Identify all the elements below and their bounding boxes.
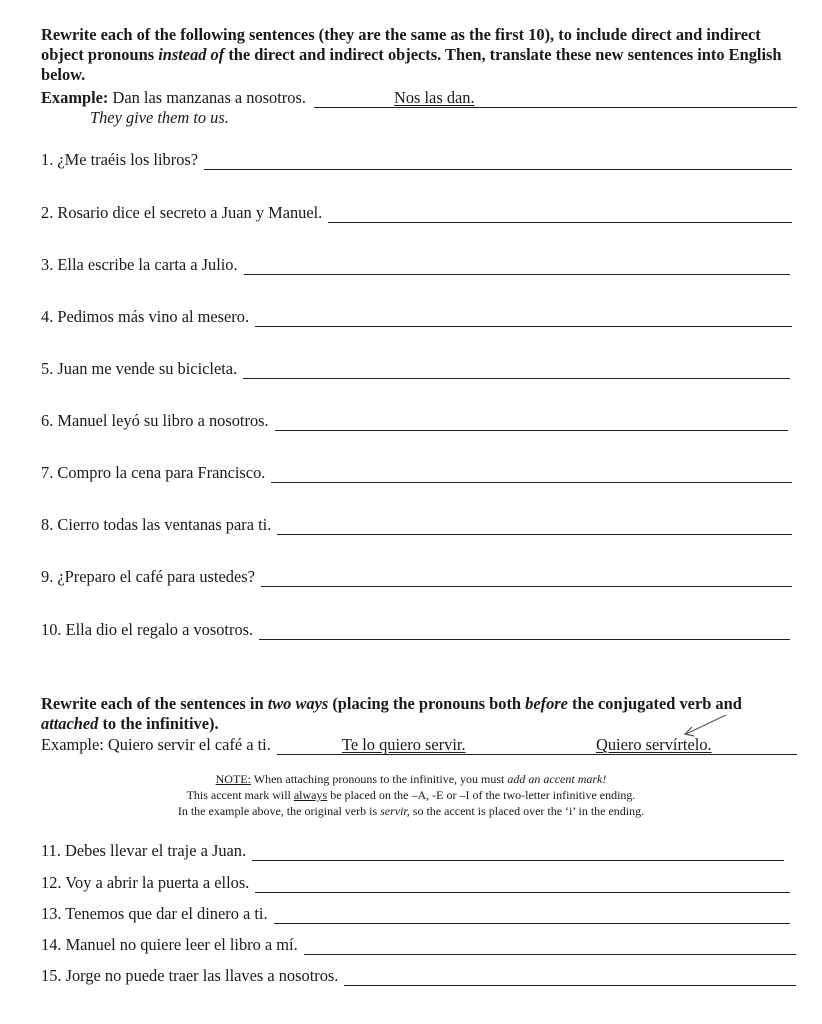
answer-line[interactable] [255,876,790,893]
part2-answer-2: Quiero servírtelo. [596,735,712,754]
note3-a: In the example above, the original verb is [177,804,381,818]
item-row-13[interactable] [41,904,790,924]
answer-line[interactable] [328,206,792,223]
answer-line[interactable] [274,907,790,924]
note3-b: so the accent is placed over the ‘i’ in the ending. [409,804,645,818]
part2-instr-c: the conjugated verb and [567,694,742,713]
answer-line[interactable] [204,153,792,170]
note-line-1 [0,771,822,787]
answer-line[interactable] [271,466,792,483]
item-text: 11. Debes llevar el traje a Juan. [41,841,247,860]
item-text: 12. Voy a abrir la puerta a ellos. [41,873,250,892]
part1-instr-em: instead of [158,45,225,64]
item-row-10[interactable] [41,620,790,640]
example-answer-line [314,91,797,108]
answer-line[interactable] [259,623,790,640]
item-text: 7. Compro la cena para Francisco. [41,463,266,482]
item-row-5[interactable] [41,359,790,379]
accent-arrow-icon [680,712,730,742]
example-sentence: Dan las manzanas a nosotros. [108,88,306,107]
item-row-4[interactable] [41,307,792,327]
answer-line[interactable] [275,414,788,431]
answer-line[interactable] [243,362,790,379]
part1-instr-b: the direct and indirect objects. Then, translate these new sentences into English below. [41,45,782,84]
item-row-6[interactable] [41,411,788,431]
part2-instr-em3: attached [41,714,99,733]
answer-line[interactable] [252,844,784,861]
item-row-8[interactable] [41,515,792,535]
note3-em: servir, [380,804,410,818]
item-text: 9. ¿Preparo el café para ustedes? [41,567,255,586]
part2-instr-b: (placing the pronouns both [328,694,526,713]
note-a: When attaching pronouns to the infinitive, you must [250,772,508,786]
example-answer: Nos las dan. [394,88,475,107]
part2-instr-em2: before [525,694,568,713]
item-text: 14. Manuel no quiere leer el libro a mí. [41,935,298,954]
item-text: 10. Ella dio el regalo a vosotros. [41,620,254,639]
note-label: NOTE: [215,772,251,786]
item-text: 2. Rosario dice el secreto a Juan y Manuel. [41,203,323,222]
item-row-12[interactable] [41,873,790,893]
part1-instructions [41,25,801,85]
item-row-9[interactable] [41,567,792,587]
item-row-2[interactable] [41,203,792,223]
part2-answer-1: Te lo quiero servir. [342,735,466,754]
note-line-3 [0,803,822,819]
answer-line[interactable] [344,969,796,986]
item-text: 8. Cierro todas las ventanas para ti. [41,515,272,534]
part2-instr-em1: two ways [267,694,329,713]
item-text: 1. ¿Me traéis los libros? [41,150,199,169]
part2-example-sentence: Example: Quiero servir el café a ti. [41,735,271,754]
note-line-2 [0,787,822,803]
note2-a: This accent mark will [186,788,294,802]
part2-instr-d: to the infinitive). [98,714,219,733]
answer-line[interactable] [261,570,792,587]
item-row-1[interactable] [41,150,792,170]
item-row-7[interactable] [41,463,792,483]
item-row-3[interactable] [41,255,790,275]
answer-line[interactable] [244,258,790,275]
item-row-11[interactable] [41,841,784,861]
item-text: 5. Juan me vende su bicicleta. [41,359,238,378]
part2-instr-a: Rewrite each of the sentences in [41,694,268,713]
item-text: 6. Manuel leyó su libro a nosotros. [41,411,269,430]
answer-line[interactable] [277,518,792,535]
answer-line[interactable] [304,938,796,955]
note-em: add an accent mark! [507,772,607,786]
item-text: 13. Tenemos que dar el dinero a ti. [41,904,268,923]
item-text: 15. Jorge no puede traer las llaves a nosotros. [41,966,339,985]
item-text: 3. Ella escribe la carta a Julio. [41,255,238,274]
example-label: Example: [41,88,109,107]
item-row-14[interactable] [41,935,796,955]
example-translation: They give them to us. [90,108,229,127]
note2-u: always [293,788,328,802]
item-text: 4. Pedimos más vino al mesero. [41,307,250,326]
note2-b: be placed on the –A, -E or –I of the two-letter infinitive ending. [327,788,636,802]
answer-line[interactable] [255,310,792,327]
item-row-15[interactable] [41,966,796,986]
part1-instr-a: Rewrite each of the following sentences (they are the same as the first 10), to include direct and indirect object pronouns [41,25,761,64]
